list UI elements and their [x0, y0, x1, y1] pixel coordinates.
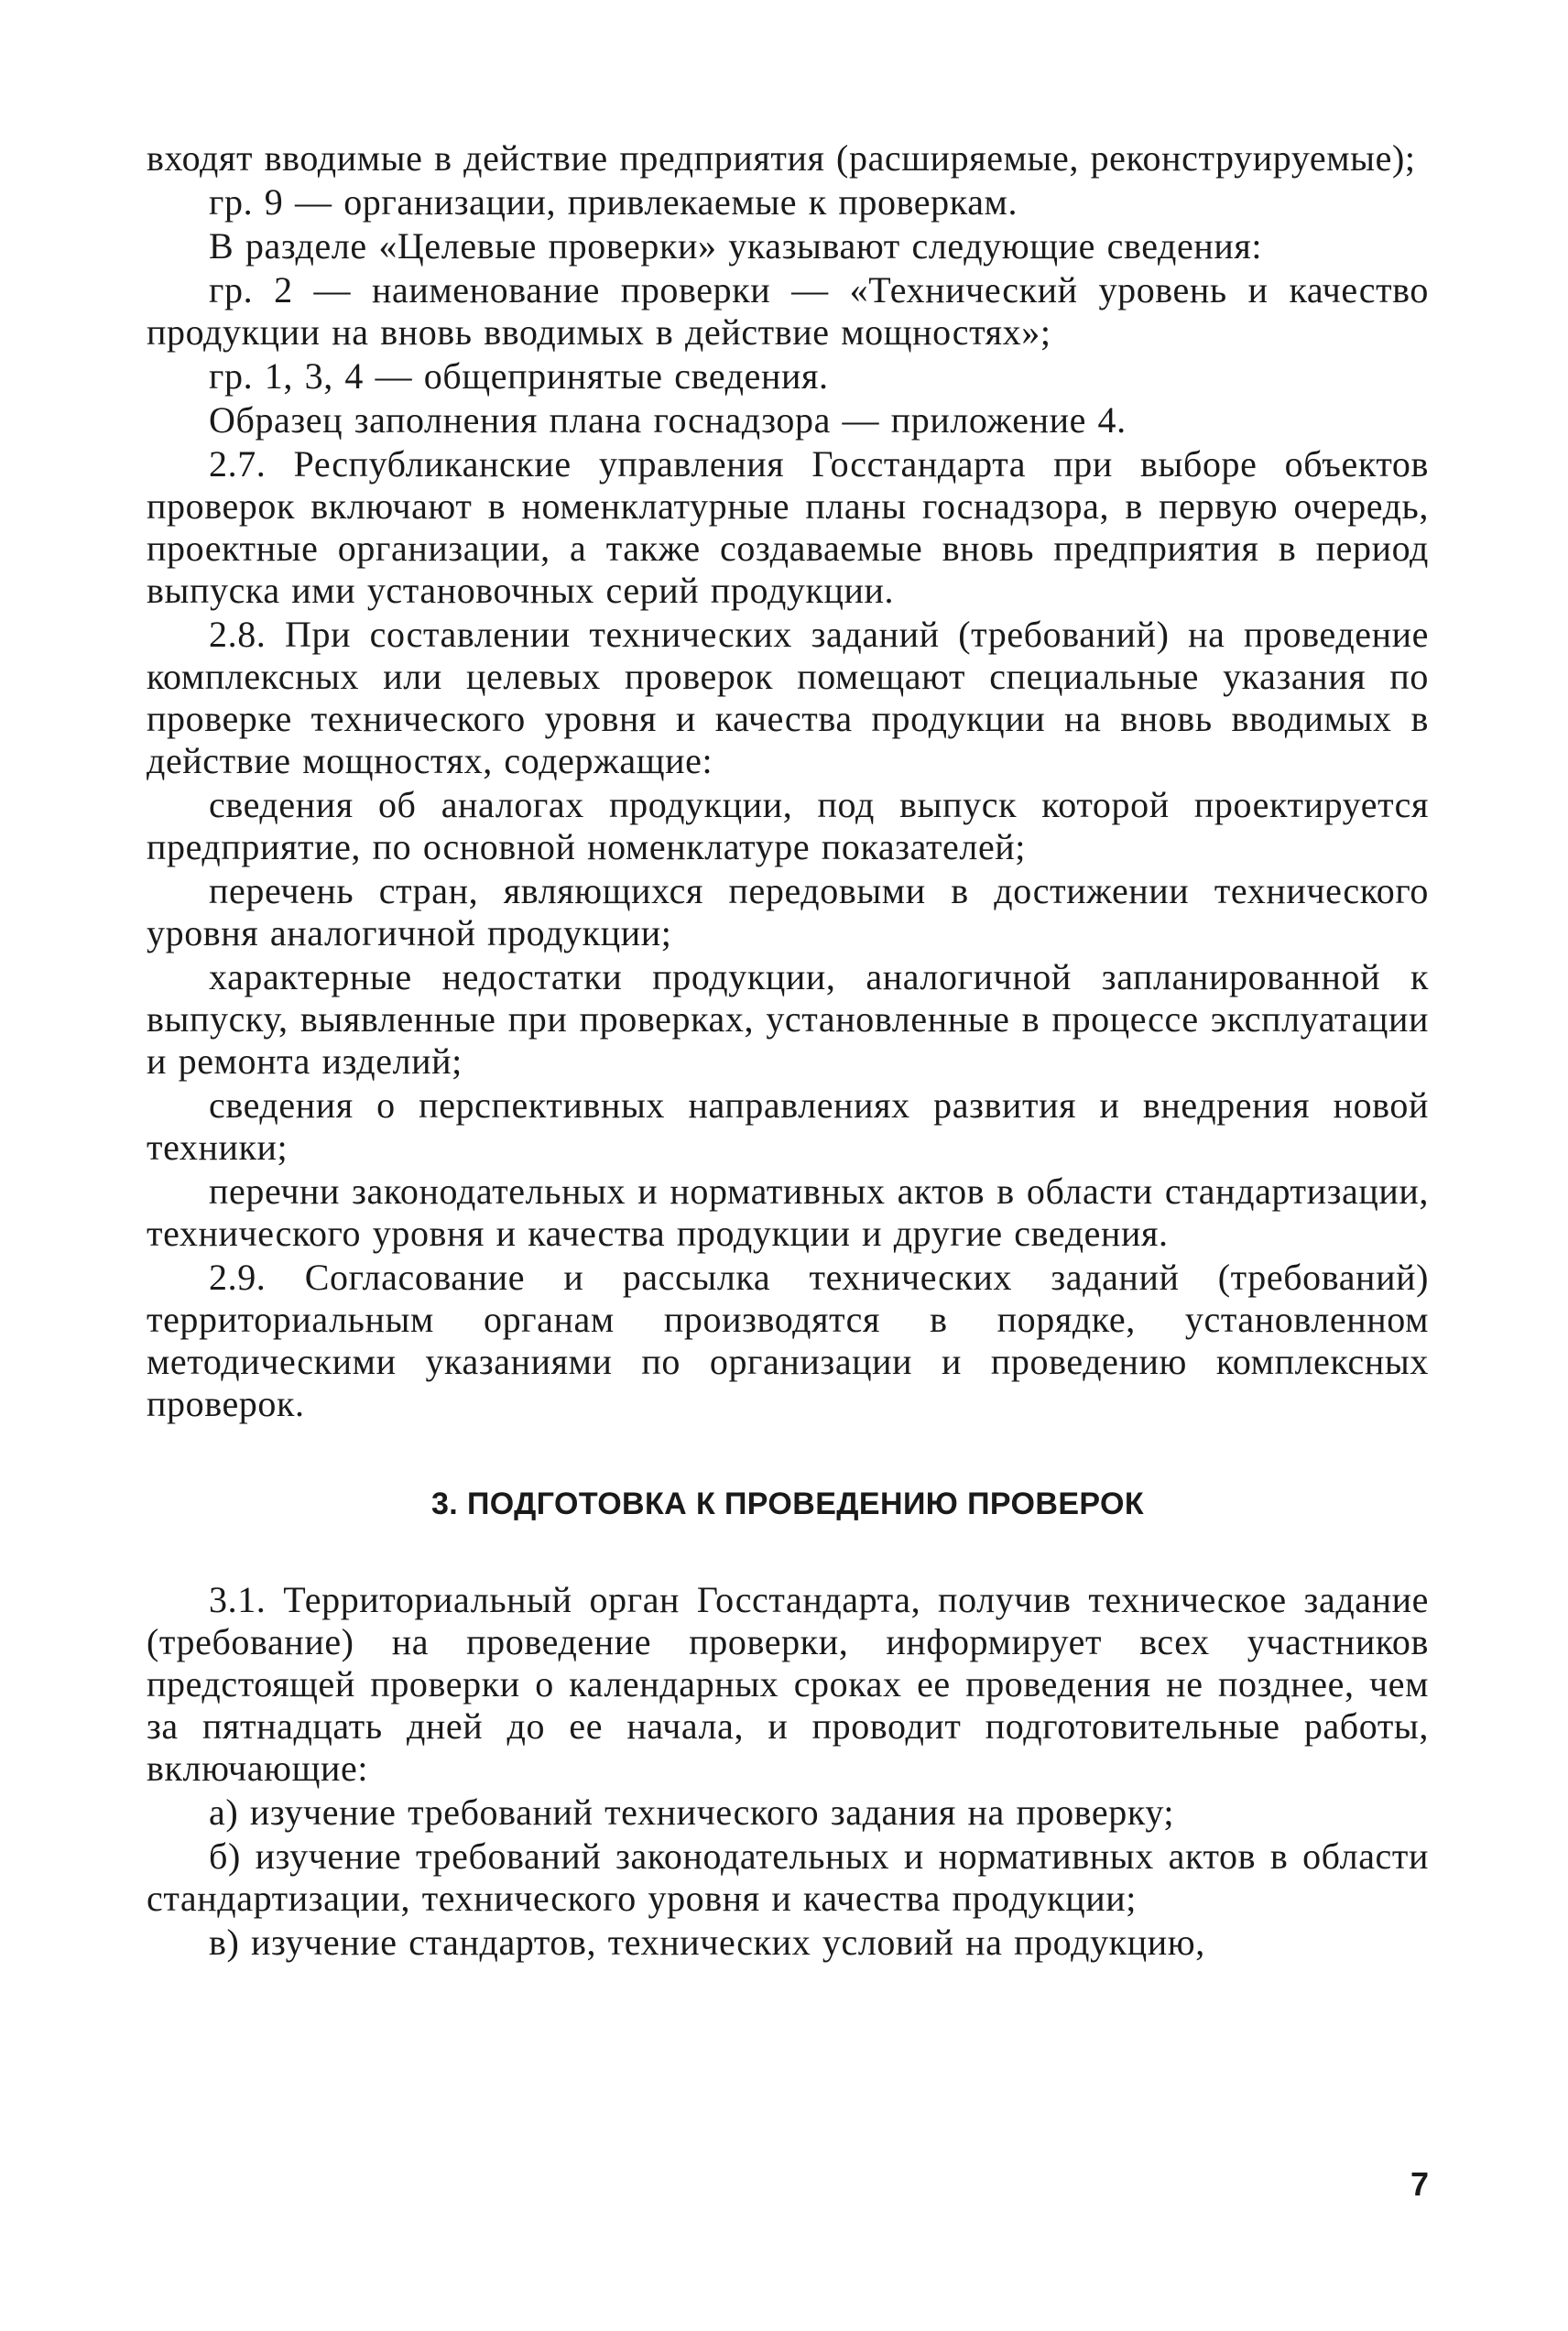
section-heading: 3. ПОДГОТОВКА К ПРОВЕДЕНИЮ ПРОВЕРОК	[430, 1487, 1145, 1521]
list-item-directions: сведения о перспективных направлениях развития и внедрения новой техники;	[147, 1084, 1429, 1168]
paragraph-5: гр. 1, 3, 4 — общепринятые сведения.	[209, 355, 829, 397]
paragraph-2-8: 2.8. При составлении технических заданий (требований) на проведение комплексных или целевых проверок помещают специальные указания по проверке технического уровня и качества продукции на вновь вводимых в действие мощностях, содержащие:	[147, 614, 1429, 781]
paragraph-3: В разделе «Целевые проверки» указывают следующие сведения:	[209, 225, 1263, 267]
paragraph-2-9: 2.9. Согласование и рассылка технических заданий (требований) территориальным органам производятся в порядке, установленном методическими указаниями по организации и проведению комплексных проверок.	[147, 1257, 1429, 1424]
paragraph-2: гр. 9 — организации, привлекаемые к проверкам.	[209, 181, 1018, 223]
paragraph-6: Образец заполнения плана госнадзора — приложение 4.	[209, 399, 1127, 441]
list-item-b: б) изучение требований законодательных и нормативных актов в области стандартизации, технического уровня и качества продукции;	[147, 1835, 1429, 1919]
list-item-analogs: сведения об аналогах продукции, под выпуск которой проектируется предприятие, по основной номенклатуре показателей;	[147, 784, 1429, 867]
list-item-acts: перечни законодательных и нормативных актов в области стандартизации, технического уровня и качества продукции и другие сведения.	[147, 1171, 1429, 1254]
page-number: 7	[1410, 2165, 1429, 2203]
paragraph-4: гр. 2 — наименование проверки — «Технический уровень и качество продукции на вновь вводимых в действие мощностях»;	[147, 269, 1429, 353]
paragraph-1: входят вводимые в действие предприятия (расширяемые, реконструируемые);	[147, 137, 1416, 179]
list-item-a: а) изучение требований технического задания на проверку;	[209, 1792, 1175, 1833]
list-item-countries: перечень стран, являющихся передовыми в достижении технического уровня аналогичной продукции;	[147, 870, 1429, 953]
document-page	[147, 137, 1429, 1966]
list-item-defects: характерные недостатки продукции, аналогичной запланированной к выпуску, выявленные при проверках, установленные в процессе эксплуатации и ремонта изделий;	[147, 956, 1429, 1082]
list-item-v: в) изучение стандартов, технических условий на продукцию,	[209, 1922, 1205, 1963]
paragraph-3-1: 3.1. Территориальный орган Госстандарта, получив техническое задание (требование) на проведение проверки, информирует всех участников предстоящей проверки о календарных сроках ее проведения не позднее, чем за пятнадцать дней до ее начала, и проводит подготовительные работы, включающие:	[147, 1579, 1429, 1789]
paragraph-2-7: 2.7. Республиканские управления Госстандарта при выборе объектов проверок включают в номенклатурные планы госнадзора, в первую очередь, проектные организации, а также создаваемые вновь предприятия в период выпуска ими установочных серий продукции.	[147, 443, 1429, 611]
